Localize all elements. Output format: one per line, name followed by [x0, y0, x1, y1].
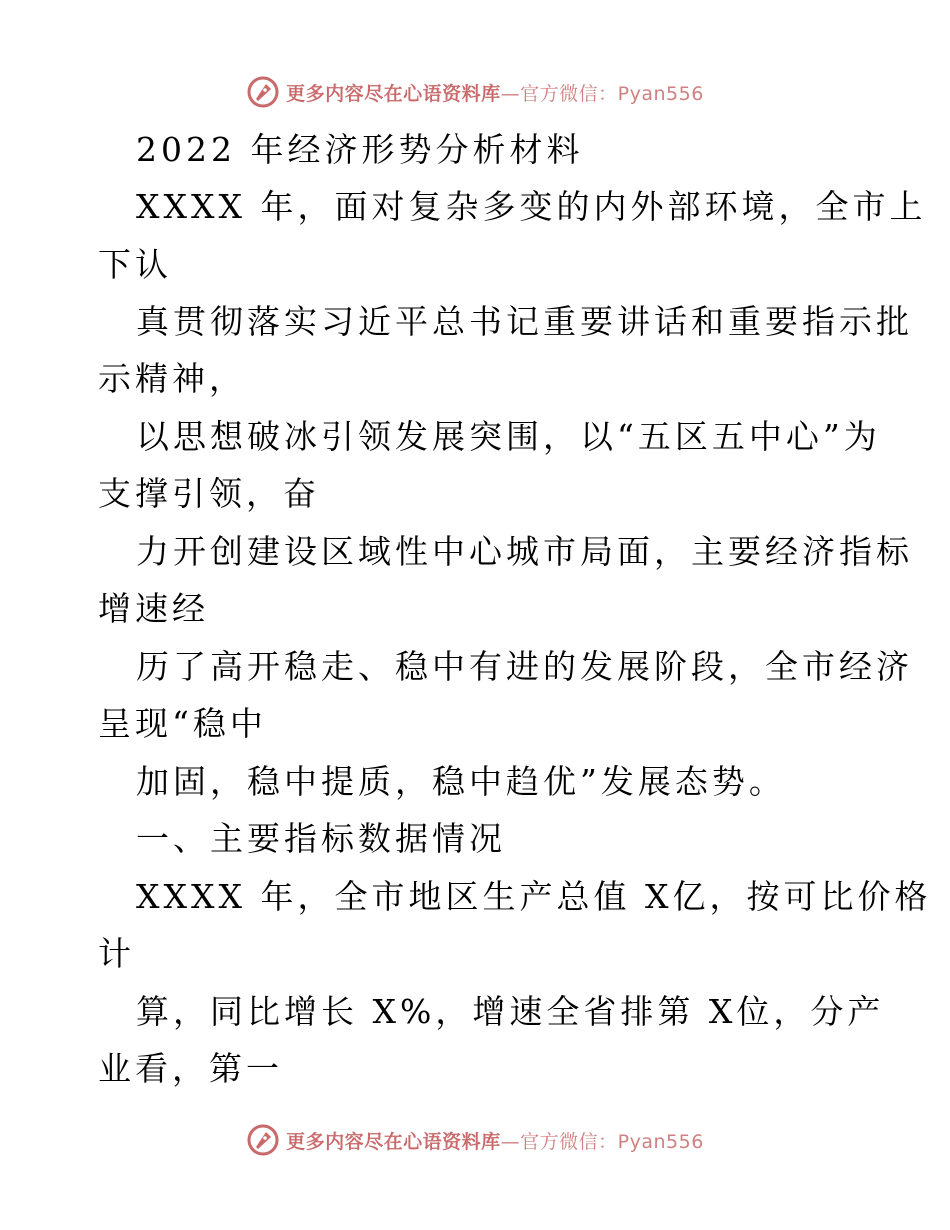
- header-banner-text: [286, 79, 704, 106]
- footer-banner-rest: —官方微信：Pyan556: [500, 1130, 704, 1153]
- header-banner-main: 更多内容尽在心语资料库: [286, 82, 501, 105]
- footer-banner-text: [286, 1127, 704, 1154]
- paragraph-line: 计: [98, 934, 135, 973]
- footer-banner: [0, 1118, 950, 1162]
- document-title: 2022 年经济形势分析材料: [136, 130, 584, 169]
- paragraph-line: 增速经: [98, 589, 209, 628]
- paragraph-line: 力开创建设区域性中心城市局面，主要经济指标: [136, 532, 913, 571]
- paragraph-line: 示精神，: [98, 359, 246, 398]
- paragraph-line: 支撑引领，奋: [98, 474, 320, 513]
- pen-nib-circle-icon: [246, 75, 280, 109]
- paragraph-line: 算，同比增长 X%，增速全省排第 X位，分产: [136, 992, 885, 1031]
- section-heading: 一、主要指标数据情况: [136, 819, 506, 858]
- paragraph-line: XXXX 年，全市地区生产总值 X亿，按可比价格: [136, 877, 932, 916]
- header-banner-rest: —官方微信：Pyan556: [500, 82, 704, 105]
- paragraph-line: 以思想破冰引领发展突围，以“五区五中心”为: [136, 417, 881, 456]
- pen-nib-circle-icon: [246, 1123, 280, 1157]
- paragraph-line: 真贯彻落实习近平总书记重要讲话和重要指示批: [136, 302, 913, 341]
- paragraph-line: 下认: [98, 245, 172, 284]
- paragraph-line: XXXX 年，面对复杂多变的内外部环境，全市上: [136, 187, 927, 226]
- paragraph-line: 历了高开稳走、稳中有进的发展阶段，全市经济: [136, 647, 913, 686]
- paragraph-line: 加固，稳中提质，稳中趋优”发展态势。: [136, 762, 786, 801]
- header-banner: [0, 70, 950, 114]
- footer-banner-main: 更多内容尽在心语资料库: [286, 1130, 501, 1153]
- paragraph-line: 呈现“稳中: [98, 704, 267, 743]
- paragraph-line: 业看，第一: [98, 1049, 283, 1088]
